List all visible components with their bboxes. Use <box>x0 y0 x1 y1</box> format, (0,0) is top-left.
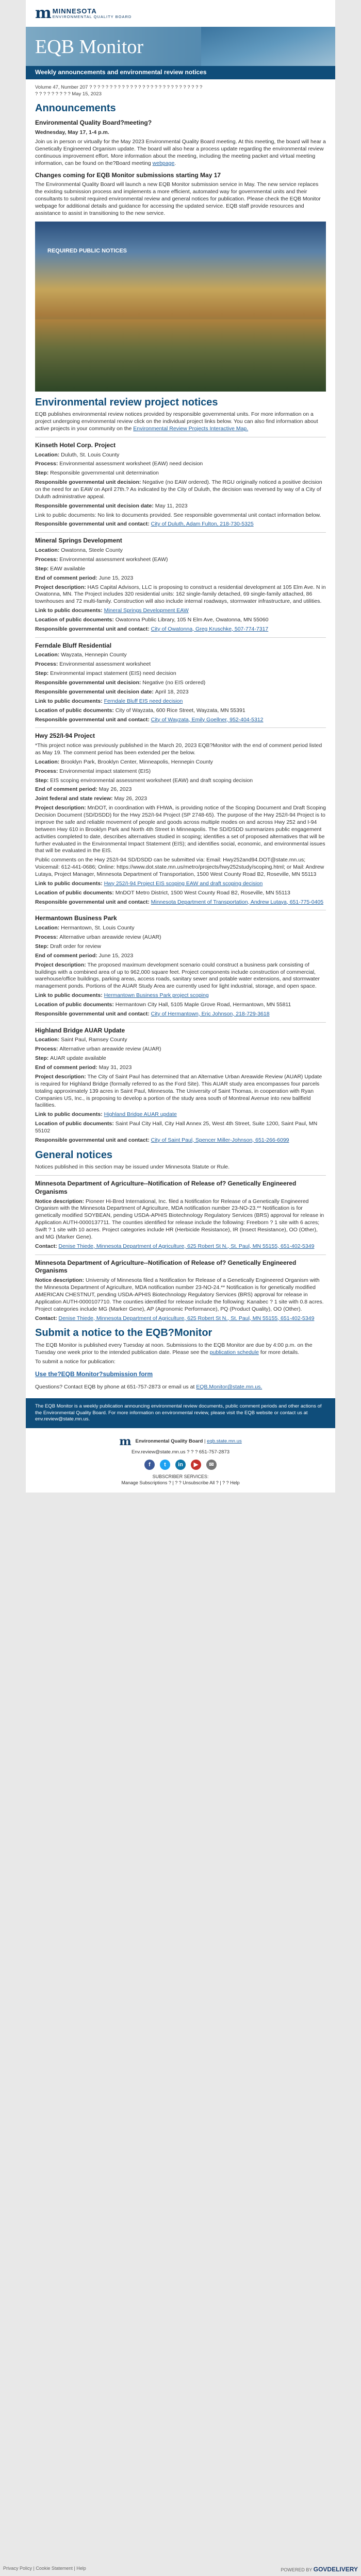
social-links <box>35 1460 326 1470</box>
project-contact: Responsible governmental unit and contact: City of Hermantown, Eric Johnson, 218-729-3618 <box>35 1010 270 1017</box>
project-location: Location: Duluth, St. Louis County <box>35 451 120 458</box>
footer-info: The EQB Monitor is a weekly publication announcing environmental review documents, public comment periods and other actions of the Environmental Quality Board. For more information on environmental review, please visit the EQB website or contact us at env.review@state.mn.us. <box>26 1398 335 1428</box>
hero-banner <box>26 27 335 66</box>
subscriber-services-label: SUBSCRIBER SERVICES: <box>152 1474 209 1480</box>
hero-title: EQB Monitor <box>35 36 144 58</box>
announcements-heading: Announcements <box>35 103 116 114</box>
required-notices-label: REQUIRED PUBLIC NOTICES <box>47 247 127 254</box>
privacy-links[interactable]: Privacy Policy | Cookie Statement | Help <box>3 2566 86 2571</box>
footer-org: Environmental Quality Board | eqb.state.mn.us <box>135 1438 242 1444</box>
brand-line1: MINNESOTA <box>52 7 97 15</box>
footer-email-phone: Env.review@state.mn.us ? ? ? 651-757-2873 <box>131 1449 230 1455</box>
project-location: Location: Saint Paul, Ramsey County <box>35 1037 127 1043</box>
footer-site-link[interactable]: eqb.state.mn.us <box>207 1438 242 1444</box>
submit-questions: Questions? Contact EQB by phone at 651-757-2873 or email us at EQB.Monitor@state.mn.us. <box>35 1384 262 1391</box>
twitter-icon[interactable]: t <box>160 1460 170 1470</box>
issue-date: ? ? ? ? ? ? ? ? ? May 15, 2023 <box>35 91 102 97</box>
project-contact: Responsible governmental unit and contact: Minnesota Department of Transportation, Andrew Lutaya, 651-775-0405 <box>35 899 324 905</box>
project-comment-end: End of comment period: June 15, 2023 <box>35 574 134 581</box>
project-title: Hermantown Business Park <box>35 914 117 922</box>
announcement-title: Environmental Quality Board?meeting? <box>35 119 152 127</box>
project-docs: Link to public documents: Mineral Springs Development EAW <box>35 607 189 614</box>
subtitle-bar: Weekly announcements and environmental review notices <box>26 66 335 79</box>
notice-abstract: Notice description: Pioneer Hi-Bred International, Inc. filed a Notification for Release of a Genetically Engineered Organism with the Minnesota Department of Agriculture, MDA notification number 23-NO-23.** Notification is for genetically modified SOYBEAN, pending USDA-APHIS Biotechnology Regulatory Services (BRS) approval for release in Application AUTH-0000137711. The counties identified for release include the following: Freeborn ? 1 site with 6 acres; Swift ? 1 site with 10 acres. Project categories include HR (Herbicide Resistance), IR (Insect Resistance), OO (Other), and MG (Marker Gene). <box>35 1198 324 1240</box>
project-step: Step: EIS scoping environmental assessment worksheet (EAW) and draft scoping decision <box>35 777 253 784</box>
project-comment-info: Public comments on the Hwy 252/I-94 SD/DSDD can be submitted via: Email: Hwy252and94.DOT@state.mn.us; Voicemail: 612-441-0686; Online: https://www.dot.state.mn.us/metro/projects/hwy252study/scoping.html; or Mail: Andrew Lutaya, Project Manager, Minnesota Department of Transportation, 1500 West County Road B2, Roseville, MN 55113 <box>35 857 324 877</box>
email-container <box>26 0 335 1493</box>
header-logo-bar <box>26 0 335 27</box>
project-title: Ferndale Bluff Residential <box>35 641 112 649</box>
project-process: Process: Environmental assessment worksheet (EAW) <box>35 556 168 563</box>
announcement-body: Join us in person or virtually for the May 2023 Environmental Quality Board meeting. At this meeting, the board will hear a Genetically Engineered Organism update. The board will also hear a process update regarding the environmental review continuous improvement effort. More information about the meeting, including the meeting packet and virtual meeting information, can be found on the?Board meeting webpage. <box>35 139 326 166</box>
divider <box>35 1175 326 1176</box>
footer-brand <box>35 1434 326 1449</box>
project-title: Highland Bridge AUAR Update <box>35 1026 125 1034</box>
project-location: Location: Brooklyn Park, Brooklyn Center, Minneapolis, Hennepin County <box>35 758 213 765</box>
project-comment-end: End of comment period: May 31, 2023 <box>35 1064 132 1071</box>
project-location: Location: Wayzata, Hennepin County <box>35 652 127 658</box>
general-notice <box>35 1259 326 1323</box>
project-description: Project description: HAS Capital Advisors, LLC is proposing to construct a residential development at 105 Elm Ave. N in Owatonna, MN. The Project includes 320 residential units: 162 single-family detached, 69 single-family attached, 86 townhouses and 72 multi-family. Construction will also include internal roadways, stormwater infrastructure, and utilities. <box>35 584 326 605</box>
project-notice <box>35 732 326 906</box>
notice-abstract: Notice description: University of Minnesota filed a Notification for Release of a Genetically Engineered Organism with the Minnesota Department of Agriculture, MDA notification number 23-NO-24.** Notification is for genetically modified AMERICAN CHESTNUT, pending USDA-APHIS Biotechnology Regulatory Services (BRS) approval for release in Application AUTH-0000107710. The counties identified for release include the following: Kanabec ? 1 site with 0.8 acres. Project categories include MG (Marker Gene), AP (Agronomic Performance), PQ (Product Quality), OO (Other). <box>35 1277 324 1312</box>
subscriber-links[interactable]: Manage Subscriptions ? | ? ? Unsubscribe All ? | ? ? Help <box>121 1480 240 1486</box>
project-description: Project description: MnDOT, in coordination with FHWA, is providing notice of the Scoping Document and Draft Scoping Decision Document (SD/DSDD) for the Hwy 252/I-94 Project (SP 2748-65). The purpose of the Hwy 252/I-94 Project is to improve the safe and reliable movement of people and goods across multiple modes on and across Hwy 252 and I-94 between Hwy 610 in Brooklyn Park and North 4th Street in Minneapolis. The SD/DSDD summarizes public engagement activities completed to date, describes alternatives studied in scoping; identifies a set of proposed alternatives that will be further evaluated in the Environmental Impact Statement (EIS); and identifies social, economic, and environmental issues that will be evaluated in the EIS. <box>35 805 326 854</box>
project-title: Kinseth Hotel Corp. Project <box>35 441 116 449</box>
submit-body: The EQB Monitor is published every Tuesday at noon. Submissions to the EQB Monitor are due by 4:00 p.m. on the Tuesday one week prior to the intended publication date. Please see the publication schedule for more details. <box>35 1342 313 1355</box>
notice-title: Minnesota Department of Agriculture--Notification of Release of? Genetically Engineered Organisms <box>35 1179 297 1195</box>
project-step: Step: AUAR update available <box>35 1055 106 1062</box>
main-content <box>26 79 335 1398</box>
monitor-email-link[interactable]: EQB.Monitor@state.mn.us. <box>196 1384 262 1391</box>
general-notice <box>35 1180 326 1250</box>
project-notice <box>35 537 326 633</box>
notice-contact: Contact: Denise Thiede, Minnesota Department of Agriculture, 625 Robert St N., St. Paul, MN 55155, 651-402-5349 <box>35 1243 315 1249</box>
project-location: Location: Hermantown, St. Louis County <box>35 925 135 931</box>
project-docs-location: Location of public documents: MnDOT Metro District, 1500 West County Road B2, Roseville, MN 55113 <box>35 889 290 896</box>
submit-heading: Submit a notice to the EQB?Monitor <box>35 1327 212 1339</box>
project-docs: Link to public documents: No link to documents provided. See responsible governmental unit contact information below. <box>35 512 321 518</box>
required-notices-banner <box>35 222 326 392</box>
project-process: Process: Alternative urban areawide review (AUAR) <box>35 934 161 941</box>
project-rgu-date: Responsible governmental unit decision date: April 18, 2023 <box>35 688 189 695</box>
project-contact: Responsible governmental unit and contact: City of Duluth, Adam Fulton, 218-730-5325 <box>35 521 254 528</box>
project-comment-end: End of comment period: June 15, 2023 <box>35 952 134 959</box>
announcement-title: Changes coming for EQB Monitor submissions starting May 17 <box>35 171 221 179</box>
project-title: Mineral Springs Development <box>35 537 122 545</box>
email-icon[interactable]: ✉ <box>206 1460 217 1470</box>
mn-logo-icon: m <box>119 1434 132 1448</box>
project-docs: Link to public documents: Highland Bridge AUAR update <box>35 1111 177 1118</box>
project-rgu-decision: Responsible governmental unit decision: Negative (no EAW ordered). The RGU originally noticed a positive decision on the need for an EAW on April 27th.? As indicated by the City of Duluth, the decision was reversed by way of a City of Duluth administrative appeal. <box>35 479 322 500</box>
footer <box>26 1428 335 1493</box>
project-process: Process: Environmental impact statement (EIS) <box>35 768 151 774</box>
project-step: Step: EAW available <box>35 565 86 572</box>
project-process: Process: Environmental assessment worksheet (EAW) need decision <box>35 461 203 467</box>
project-process: Process: Alternative urban areawide review (AUAR) <box>35 1046 161 1053</box>
project-notice <box>35 642 326 724</box>
project-description: Project description: The City of Saint Paul has determined that an Alternative Urban Areawide Review (AUAR) Update is required for Highland Bridge (formally referred to as the Ford Site). This AUAR study area encompasses four parcels totaling approximately 139 acres in Saint Paul, Minnesota. The University of Saint Thomas, in cooperation with Ryan Companies US, Inc., is proposing to develop a portion of the study area south of Montreal Avenue into new ballfield facilities. <box>35 1073 322 1109</box>
project-docs: Link to public documents: Hermantown Business Park project scoping <box>35 992 209 999</box>
youtube-icon[interactable]: ▶ <box>191 1460 201 1470</box>
powered-by: POWERED BY GOVDELIVERY <box>281 2566 358 2573</box>
divider <box>35 532 326 533</box>
facebook-icon[interactable]: f <box>144 1460 155 1470</box>
project-rgu-decision: Responsible governmental unit decision: Negative (no EIS ordered) <box>35 680 206 686</box>
project-meeting: Joint federal and state review: May 26, 2023 <box>35 795 147 802</box>
meeting-time: Wednesday, May 17, 1-4 p.m. <box>35 129 109 136</box>
project-docs-location: Location of public documents: Saint Paul City Hall, City Hall Annex 25, West 4th Street, Suite 1200, Saint Paul, MN 55102 <box>35 1121 318 1134</box>
project-contact: Responsible governmental unit and contact: City of Wayzata, Emily Goellner, 952-404-5312 <box>35 716 264 723</box>
project-description: Project description: The proposed maximum development scenario could construct a business park consisting of buildings with a combined area of up to 962,000 square feet. Project components include construction of commercial, warehouse/office buildings, parking areas, access roads, sanitary sewer and potable water extensions, and stormwater management ponds. Portions of the AUAR Study Area are currently used for light industrial, storage, and open space. <box>35 961 320 990</box>
general-notices-heading: General notices <box>35 1149 113 1161</box>
brand-line2: ENVIRONMENTAL QUALITY BOARD <box>52 14 132 19</box>
project-location: Location: Owatonna, Steele County <box>35 547 123 554</box>
publication-schedule-link[interactable]: publication schedule <box>209 1349 259 1355</box>
submit-instruction: To submit a notice for publication: <box>35 1358 116 1365</box>
project-comment-end: End of comment period: May 26, 2023 <box>35 786 132 793</box>
project-title: Hwy 252/I-94 Project <box>35 732 95 740</box>
project-step: Step: Draft order for review <box>35 943 101 950</box>
project-contact: Responsible governmental unit and contact: City of Saint Paul, Spencer Miller-Johnson, 651-266-6099 <box>35 1137 289 1143</box>
project-docs-location: Location of public documents: Owatonna Public Library, 105 N Elm Ave, Owatonna, MN 55060 <box>35 616 269 623</box>
divider <box>35 1022 326 1023</box>
project-notice <box>35 442 326 529</box>
general-intro: Notices published in this section may be issued under Minnesota Statute or Rule. <box>35 1164 230 1171</box>
mn-logo-icon: m <box>35 4 51 23</box>
project-contact: Responsible governmental unit and contact: City of Owatonna, Greg Kruschke, 507-774-7317 <box>35 625 269 632</box>
autumn-trees-image <box>35 319 326 392</box>
env-review-intro: EQB publishes environmental review notices provided by responsible governmental units. For more information on a project undergoing environmental review click on the individual project links below. You can also find information about active projects in your community on the Environmental Review Projects Interactive Map. <box>35 411 318 432</box>
project-docs: Link to public documents: Hwy 252/I-94 Project EIS scoping EAW and draft scoping decision <box>35 880 263 887</box>
board-meeting-link[interactable]: webpage <box>152 160 175 166</box>
env-review-heading: Environmental review project notices <box>35 396 218 408</box>
project-step: Step: Environmental impact statement (EIS) need decision <box>35 670 176 677</box>
project-process: Process: Environmental assessment worksheet <box>35 661 151 668</box>
project-docs-location: Location of public documents: City of Wayzata, 600 Rice Street, Wayzata, MN 55391 <box>35 707 245 714</box>
govdelivery-bar <box>0 2564 361 2576</box>
issue-volume: Volume 47, Number 207 ? ? ? ? ? ? ? ? ? ? ? ? ? ? ? ? ? ? ? ? ? ? ? ? ? ? ? ? <box>35 84 203 90</box>
linkedin-icon[interactable]: in <box>175 1460 186 1470</box>
announcement-body: The Environmental Quality Board will launch a new EQB Monitor submission service in May. The new service replaces the existing submission process and implements a more efficient, automated way for governmental units and their consultants to submit required environmental review and general notices for publication. Please check the EQB Monitor webpage for additional details and guidance for accessing the updated service. EQB staff provide resources and assistance to assist in transitioning to the new service. <box>35 181 321 216</box>
project-step: Step: Responsible governmental unit determination <box>35 470 159 477</box>
project-note: *This project notice was previously published in the March 20, 2023 EQB?Monitor with the end of comment period listed as May 19. The comment period has been extended per the below. <box>35 742 322 756</box>
project-docs-location: Location of public documents: Hermantown City Hall, 5105 Maple Grove Road, Hermantown, MN 55811 <box>35 1001 291 1008</box>
divider <box>35 727 326 728</box>
interactive-map-link[interactable]: Environmental Review Projects Interactive Map. <box>133 425 249 432</box>
project-docs: Link to public documents: Ferndale Bluff EIS need decision <box>35 698 183 704</box>
project-rgu-date: Responsible governmental unit decision date: May 11, 2023 <box>35 502 188 509</box>
notice-title: Minnesota Department of Agriculture--Notification of Release of? Genetically Engineered Organisms <box>35 1259 297 1275</box>
divider <box>35 637 326 638</box>
notice-contact: Contact: Denise Thiede, Minnesota Department of Agriculture, 625 Robert St N., St. Paul, MN 55155, 651-402-5349 <box>35 1315 315 1321</box>
project-notice <box>35 1027 326 1144</box>
project-notice <box>35 914 326 1018</box>
lake-image <box>201 27 335 66</box>
submission-form-button[interactable]: Use the?EQB Monitor?submission form <box>35 1370 153 1378</box>
